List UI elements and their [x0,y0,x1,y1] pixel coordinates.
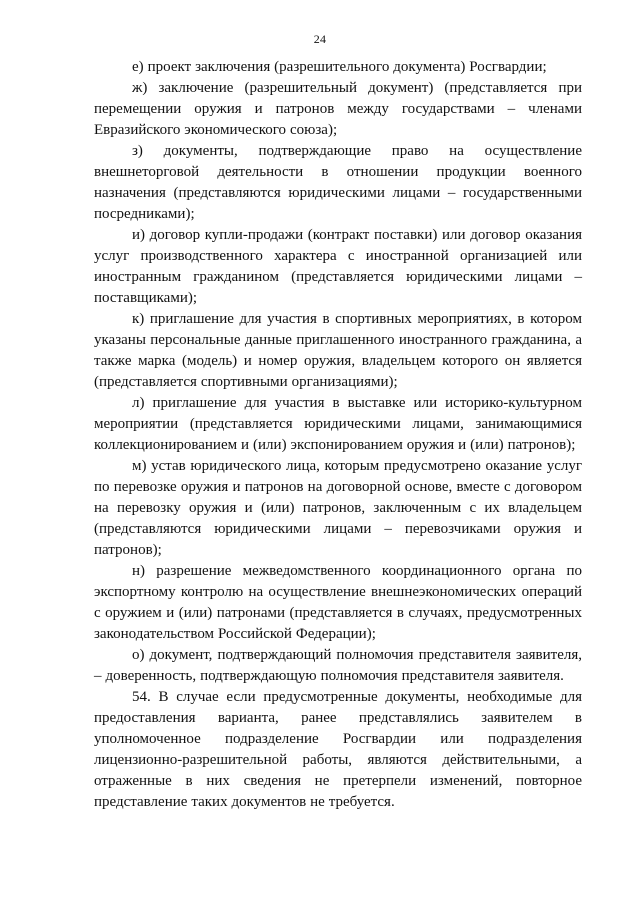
page-number: 24 [313,32,327,46]
document-body [94,57,582,813]
paragraph-e: е) проект заключения (разрешительного документа) Росгвардии; [132,59,547,75]
paragraph-o: о) документ, подтверждающий полномочия представителя заявителя, – доверенность, подтверждающую полномочия представителя заявителя. [94,647,582,684]
paragraph-m: м) устав юридического лица, которым предусмотрено оказание услуг по перевозке оружия и патронов на договорной основе, вместе с договором на перевозку оружия и (или) патронов, заключенным с их владельцем (представляются юридическими лицами – перевозчиками оружия и патронов); [94,458,582,558]
paragraph-k: к) приглашение для участия в спортивных мероприятиях, в котором указаны персональные данные приглашенного иностранного гражданина, а также марка (модель) и номер оружия, владельцем которого он является (представляется спортивными организациями); [94,311,582,390]
paragraph-i: и) договор купли-продажи (контракт поставки) или договор оказания услуг производственного характера с иностранной организацией или иностранным гражданином (представляется юридическими лицами – поставщиками); [94,227,582,306]
paragraph-zh: ж) заключение (разрешительный документ) (представляется при перемещении оружия и патронов между государствами – членами Евразийского экономического союза); [94,80,582,138]
paragraph-l: л) приглашение для участия в выставке или историко-культурном мероприятии (представляется юридическими лицами, занимающимися коллекционированием и (или) экспонированием оружия и (или) патронов); [94,395,582,453]
paragraph-n: н) разрешение межведомственного координационного органа по экспортному контролю на осуществление внешнеэкономических операций с оружием и (или) патронами (представляется в случаях, предусмотренных законодательством Российской Федерации); [94,563,582,642]
paragraph-z: з) документы, подтверждающие право на осуществление внешнеторговой деятельности в отношении продукции военного назначения (представляются юридическими лицами – государственными посредниками); [94,143,582,222]
paragraph-54: 54. В случае если предусмотренные документы, необходимые для предоставления варианта, ранее представлялись заявителем в уполномоченное подразделение Росгвардии или подразделения лицензионно-разрешительной работы, являются действительными, а отраженные в них сведения не претерпели изменений, повторное представление таких документов не требуется. [94,689,582,810]
